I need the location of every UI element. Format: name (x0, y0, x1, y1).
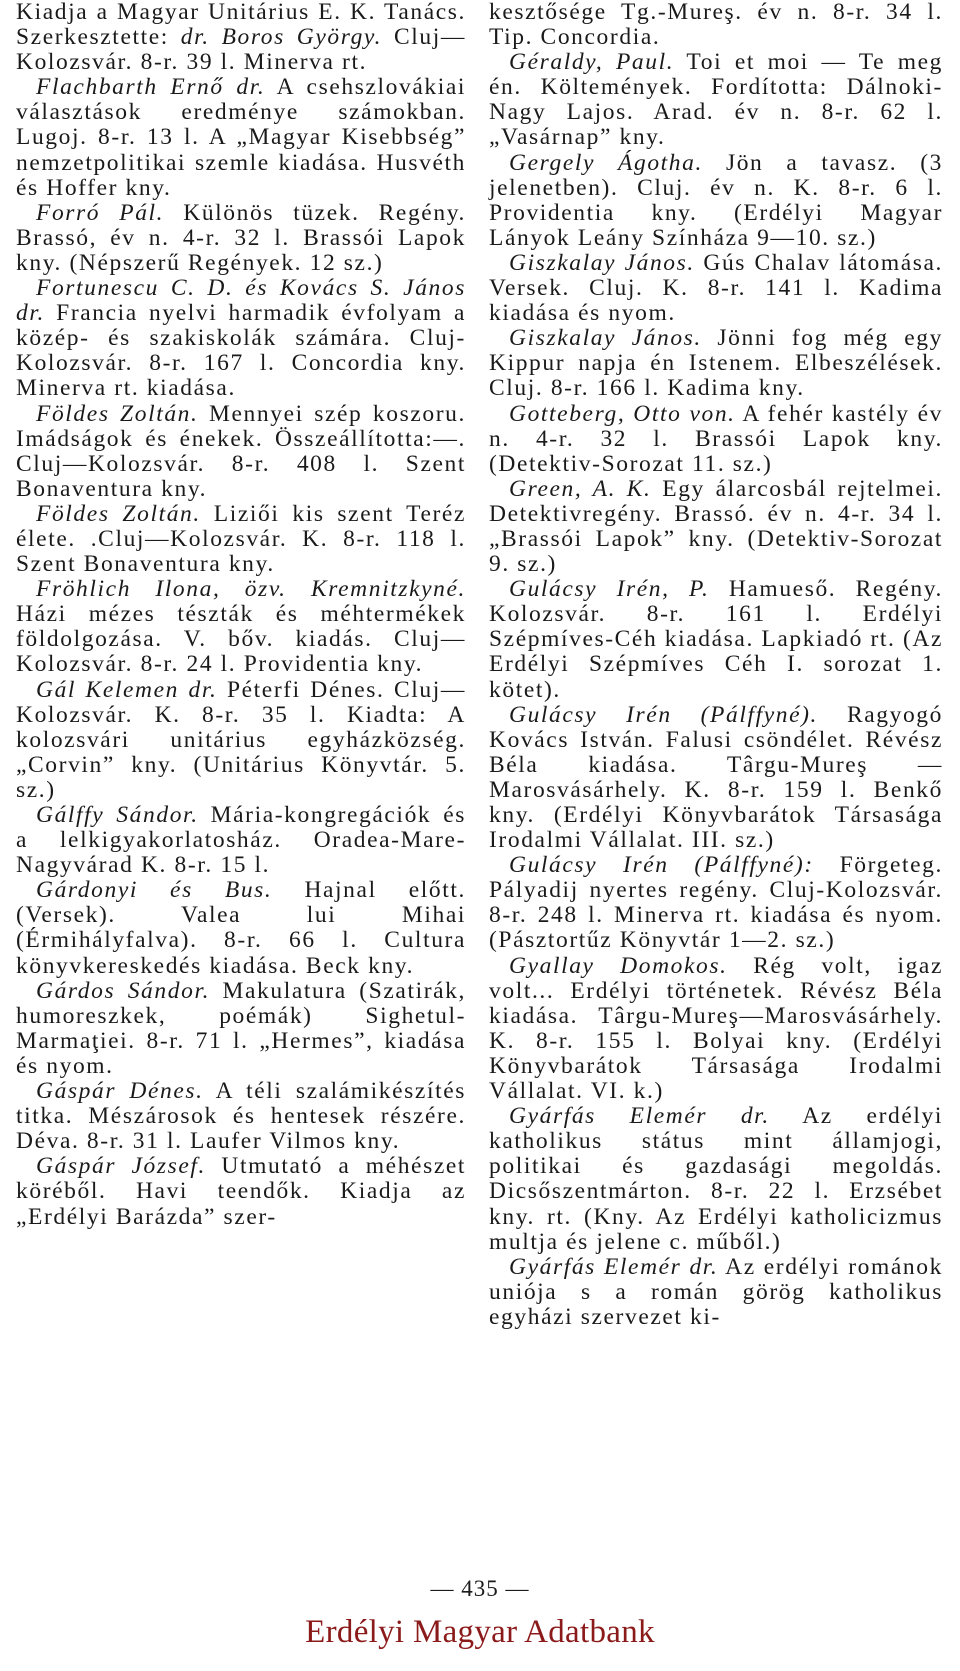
author-name: Fröhlich Ilona, özv. Kremnitzkyné. (36, 576, 466, 603)
entry-text: Házi mézes tészták és méhtermékek földolgozása. V. bőv. kiadás. Cluj—Kolozsvár. 8-r. 24 l. Providentia kny. (16, 601, 466, 678)
entry-text: Jön a tavasz. (3 jelenetben). Cluj. év n. K. 8-r. 6 l. Providentia kny. (Erdélyi Magyar Lányok Leány Színháza 9—10. sz.) (489, 149, 943, 251)
author-name: Géraldy, Paul. (509, 49, 675, 76)
author-name: Forró Pál. (36, 199, 165, 226)
left-column (16, 0, 466, 1230)
author-name: Gotteberg, Otto von. (509, 400, 736, 427)
bibliography-entry (489, 477, 943, 577)
bibliography-entry (489, 326, 943, 401)
page-number: — 435 — (430, 1576, 530, 1601)
bibliography-entry (489, 0, 943, 50)
entry-text: kesztősége Tg.-Mureş. év n. 8-r. 34 l. Tip. Concordia. (489, 0, 943, 51)
bibliography-entry (489, 1255, 943, 1330)
entry-text: A téli szalámikészítés titka. Mészárosok és hentesek részére. Déva. 8-r. 31 l. Laufer Vilmos kny. (16, 1078, 466, 1155)
entry-text: A fehér kastély év n. 4-r. 32 l. Brassói Lapok kny. (Detektiv-Sorozat 11. sz.) (489, 400, 943, 477)
author-name: Gyárfás Elemér dr. (509, 1103, 770, 1130)
entry-text: Ragyogó Kovács István. Falusi csöndélet. Révész Béla kiadása. Târgu-Mureş — Marosvásárhely. K. 8-r. 159 l. Benkő kny. (Erdélyi Könyvbarátok Társasága Irodalmi Vállalat. III. sz.) (489, 701, 944, 854)
author-name: Gárdos Sándor. (36, 977, 211, 1004)
bibliography-entry (489, 402, 943, 477)
entry-text: Jönni fog még egy Kippur napja én Istenem. Elbeszélések. Cluj. 8-r. 166 l. Kadima kny. (489, 325, 943, 402)
bibliography-entry (16, 979, 466, 1079)
author-name: Gálffy Sándor. (36, 802, 199, 828)
author-name: Gyárfás Elemér dr. (509, 1253, 719, 1280)
bibliography-entry (16, 201, 466, 276)
author-name: Giszkalay János. (509, 325, 702, 352)
bibliography-entry (489, 954, 943, 1105)
author-name: Gárdonyi és Bus. (36, 877, 273, 904)
entry-text: Cluj—Kolozsvár. 8-r. 39 l. Minerva rt. (16, 24, 466, 76)
author-name: Gáspár József. (36, 1153, 207, 1180)
bibliography-entry (489, 151, 943, 251)
author-name: Gulácsy Irén, P. (509, 576, 710, 603)
entry-text: Hajnal előtt. (Versek). Valea lui Mihai (Érmihályfalva). 8-r. 66 l. Cultura könyvkereskedés kiadása. Beck kny. (16, 877, 466, 979)
author-name: Gáspár Dénes. (36, 1078, 204, 1105)
author-name: Gergely Ágotha. (509, 149, 703, 176)
editor-name: dr. Boros György. (180, 24, 383, 51)
bibliography-entry (16, 1079, 466, 1154)
entry-text: Kiadja a Magyar Unitárius E. K. Tanács. Szerkesztette: (16, 0, 466, 51)
bibliography-entry (489, 50, 943, 150)
bibliography-entry (489, 703, 943, 854)
author-name: Gulácsy Irén (Pálffyné). (509, 701, 819, 728)
entry-text: Francia nyelvi harmadik évfolyam a közép- és szakiskolák számára. Cluj-Kolozsvár. 8-r. 167 l. Concordia kny. Minerva rt. kiadása. (16, 300, 466, 402)
author-name: Gyallay Domokos. (509, 952, 728, 979)
right-column (489, 0, 943, 1330)
bibliography-entry (489, 577, 943, 702)
bibliography-entry (16, 577, 466, 677)
entry-text: Rég volt, igaz volt... Erdélyi történetek. Révész Béla kiadása. Târgu-Mureş—Marosvásárhely. K. 8-r. 155 l. Bolyai kny. (Erdélyi Könyvbarátok Társasága Irodalmi Vállalat. VI. k.) (489, 952, 943, 1105)
author-name: Földes Zoltán. (36, 400, 199, 427)
author-name: Giszkalay János. (509, 249, 695, 276)
author-name: Fortunescu C. D. és Kovács S. János dr. (16, 275, 466, 327)
entry-text: Péterfi Dénes. Cluj—Kolozsvár. K. 8-r. 35 l. Kiadta: A kolozsvári unitárius egyházközség. „Corvin” kny. (Unitárius Könyvtár. 5. sz.) (16, 676, 466, 803)
bibliography-entry (489, 1104, 943, 1255)
entry-text: Gús Chalav látomása. Versek. Cluj. K. 8-r. 141 l. Kadima kiadása és nyom. (489, 249, 944, 327)
entry-text: Mennyei szép koszoru. Imádságok és énekek. Összeállította:—. Cluj—Kolozsvár. 8-r. 408 l. Szent Bonaventura kny. (16, 400, 466, 502)
entry-text: Förgeteg. Pályadij nyertes regény. Cluj-Kolozsvár. 8-r. 248 l. Minerva rt. kiadása és nyom. (Pásztortűz Könyvtár 1—2. sz.) (489, 852, 943, 954)
bibliography-entry (16, 502, 466, 577)
bibliography-entry (16, 402, 466, 502)
bibliography-entry (16, 75, 466, 200)
entry-text: Makulatura (Szatirák, humoreszkek, poémák) Sighetul-Marmaţiei. 8-r. 71 l. „Hermes”, kiadása és nyom. (16, 977, 466, 1079)
entry-text: Liziői kis szent Teréz élete. .Cluj—Kolozsvár. K. 8-r. 118 l. Szent Bonaventura kny. (16, 500, 466, 578)
author-name: Green, A. K. (509, 475, 652, 502)
entry-text: Mária-kongregációk és a lelkigyakorlatosház. Oradea-Mare-Nagyvárad K. 8-r. 15 l. (16, 802, 466, 879)
bibliography-entry (16, 1154, 466, 1229)
author-name: Flachbarth Ernő dr. (36, 74, 266, 101)
bibliography-entry (16, 678, 466, 803)
author-name: Gulácsy Irén (Pálffyné): (509, 852, 814, 879)
bibliography-entry (16, 0, 466, 75)
bibliography-entry (489, 251, 943, 326)
entry-text: Utmutató a méhészet köréből. Havi teendők. Kiadja az „Erdélyi Barázda” szer- (16, 1153, 467, 1230)
entry-text: A csehszlovákiai választások eredménye számokban. Lugoj. 8-r. 13 l. A „Magyar Kisebbség” nemzetpolitikai szemle kiadása. Husvéth és Hoffer kny. (16, 74, 466, 201)
author-name: Gál Kelemen dr. (36, 676, 218, 703)
entry-text: Különös tüzek. Regény. Brassó, év n. 4-r. 32 l. Brassói Lapok kny. (Népszerű Regények. 12 sz.) (16, 199, 466, 276)
entry-text: Egy álarcosbál rejtelmei. Detektivregény. Brassó. év n. 4-r. 34 l. „Brassói Lapok” kny. (Detektiv-Sorozat 9. sz.) (489, 475, 943, 578)
entry-text: Az erdélyi románok uniója s a román görög katholikus egyházi szervezet ki- (489, 1253, 943, 1330)
entry-text: Az erdélyi katholikus státus mint államjogi, politikai és gazdasági megoldás. Dicsőszentmárton. 8-r. 22 l. Erzsébet kny. rt. (Kny. Az Erdélyi katholicizmus multja és jelene c. műből.) (489, 1103, 943, 1255)
bibliography-entry (489, 853, 943, 953)
footer-watermark: Erdélyi Magyar Adatbank (305, 1614, 655, 1650)
bibliography-entry (16, 878, 466, 978)
bibliography-entry (16, 276, 466, 401)
entry-text: Toi et moi — Te meg én. Költemények. Fordította: Dálnoki-Nagy Lajos. Arad. év n. 8-r. 62 l. „Vasárnap” kny. (489, 49, 944, 151)
author-name: Földes Zoltán. (36, 500, 201, 527)
entry-text: Hamueső. Regény. Kolozsvár. 8-r. 161 l. Erdélyi Szépmíves-Céh kiadása. Lapkiadó rt. (Az Erdélyi Szépmíves Céh I. sorozat 1. kötet). (489, 576, 943, 703)
bibliography-entry (16, 803, 466, 878)
